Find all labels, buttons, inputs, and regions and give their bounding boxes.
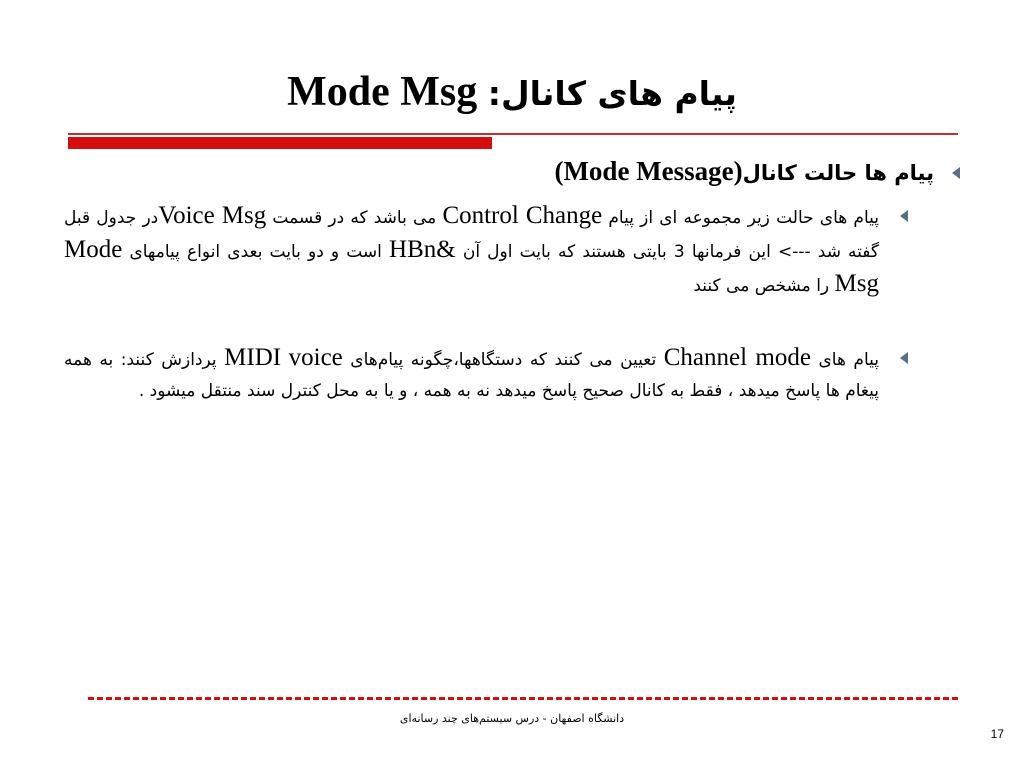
bullet-2-term: Control Change [442,202,603,229]
bullet-arrow-icon [900,352,908,364]
bullet-3-term: Channel mode [663,344,811,371]
bullet-2-term: Voice Msg [158,202,267,229]
title-divider-red-bar [68,137,492,149]
bullet-1-persian: پیام ها حالت کانال [742,161,934,185]
bullet-2-text: پیام های حالت زیر مجموعه ای از پیام [602,208,879,228]
slide-footer: دانشگاه اصفهان - درس سیستم‌های چند رسانه‌ای [399,712,625,725]
bullet-1-english: (Mode Message) [554,156,743,186]
slide-title-persian: پیام های کانال: [487,74,737,113]
bullet-2-text: است و دو بایت بعدی انواع پیامهای [122,242,390,262]
bullet-2-term: Mode Msg [64,236,879,297]
bullet-1 [134,152,934,192]
bullet-3-term: voice [288,344,343,371]
footer-divider-dashed [88,697,958,700]
bullet-3-text: تعیین می کنند که دستگاهها،چگونه پیام‌های [342,350,664,370]
bullet-2-text: در جدول قبل گفته شد ---> این فرمانها 3 بایتی هستند که بایت اول آن [64,208,879,262]
bullet-2-term: &HBn [389,236,456,263]
slide-title-english: Mode Msg [287,69,478,115]
bullet-3-text [281,350,289,370]
title-divider-thin [68,133,958,135]
bullet-3-text: پیام های [810,350,880,370]
bullet-3-text: پردازش کنند: به همه پیغام ها پاسخ میدهد ، فقط به کانال صحیح پاسخ میدهد نه به همه ، و یا به محل کنترل سند منتقل میشود . [64,350,879,401]
bullet-3 [64,342,879,407]
bullet-arrow-icon [952,167,960,179]
bullet-3-term: MIDI [224,344,282,371]
bullet-2-text: را مشخص می کنند [693,276,835,296]
bullet-arrow-icon [900,210,908,222]
slide-title [0,62,1024,124]
bullet-2 [64,200,879,302]
page-number: 17 [990,727,1004,741]
bullet-2-text: می باشد که در قسمت [266,208,443,228]
